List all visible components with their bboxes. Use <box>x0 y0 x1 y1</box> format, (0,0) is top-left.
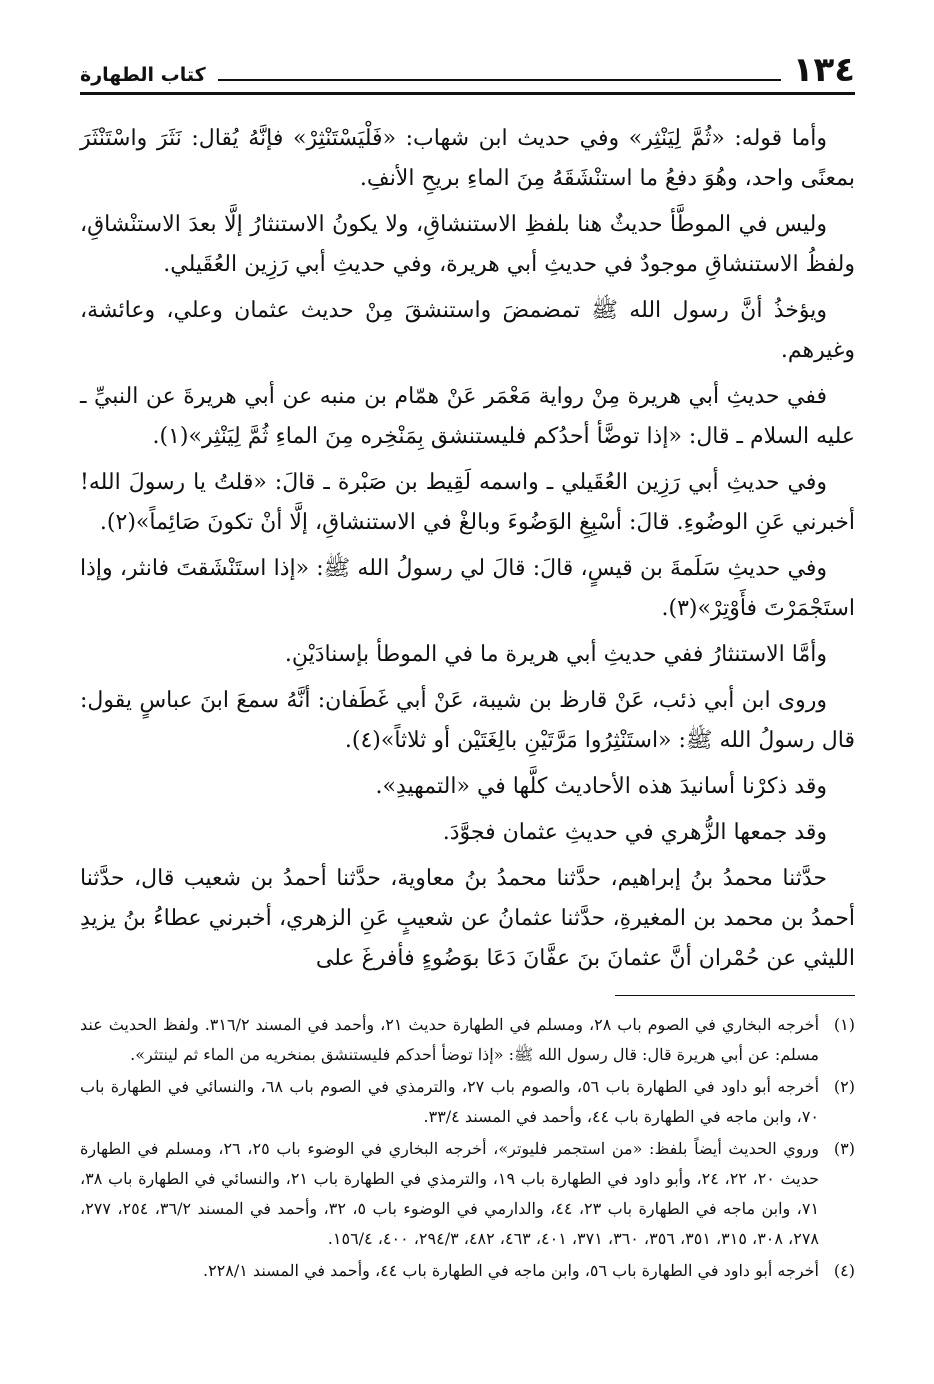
footnote-text: أخرجه أبو داود في الطهارة باب ٥٦، وابن ماجه في الطهارة باب ٤٤، وأحمد في المسند ٢٢٨/١. <box>202 1261 819 1280</box>
paragraph: وأمَّا الاستنثارُ ففي حديثِ أبي هريرة ما في الموطأ بإسنادَيْنِ. <box>284 642 827 667</box>
footnote <box>80 1072 855 1132</box>
paragraph: وفي حديثِ أبي رَزِين العُقَيلي ـ واسمه لَقِيط بن صَبْرة ـ قالَ: «قلتُ يا رسولَ الله! أخبرني عَنِ الوضُوءِ. قالَ: أسْبِغِ الوَضُوءَ وبالغْ في الاستنشاقِ، إلَّا أنْ تكونَ صَائِماً»(٢). <box>80 470 855 535</box>
paragraph: وفي حديثِ سَلَمةَ بن قيسٍ، قالَ: قالَ لي رسولُ الله ﷺ: «إذا استَنْشَقتَ فانثر، وإذا استَجْمَرْتَ فأَوْتِرْ»(٣). <box>80 556 855 621</box>
footnote <box>80 1134 855 1254</box>
paragraph: وروى ابن أبي ذئب، عَنْ قارظ بن شيبة، عَنْ أبي غَطَفان: أنَّهُ سمعَ ابنَ عباسٍ يقول: قال رسولُ الله ﷺ: «استَنْثِرُوا مَرَّتَيْنِ بالِغَتَيْن أو ثلاثاً»(٤). <box>80 688 855 753</box>
footnote-text: وروي الحديث أيضاً بلفظ: «من استجمر فليوتر»، أخرجه البخاري في الوضوء باب ٢٥، ٢٦، ومسلم في الطهارة حديث ٢٠، ٢٢، ٢٤، وأبو داود في الطهارة باب ١٩، والترمذي في الطهارة باب ٢١، والنسائي في الطهارة باب ٣٨، ٧١، وابن ماجه في الطهارة باب ٢٣، ٤٤، والدارمي في الوضوء باب ٥، ٣٢، وأحمد في المسند ٣٦/٢، ٢٥٤، ٢٧٧، ٢٧٨، ٣٠٨، ٣١٥، ٣٥١، ٣٥٦، ٣٦٠، ٣٧١، ٤٠١، ٤٦٣، ٤٨٢، ٢٩٤/٣، ٤٠٠، ١٥٦/٤. <box>80 1139 820 1248</box>
paragraph: وأما قوله: «ثُمَّ لِيَنْثِر» وفي حديث ابن شهاب: «فَلْيَسْتَنْثِرْ» فإنَّهُ يُقال: نَثَرَ واسْتَنْثَرَ بمعنًى واحد، وهُوَ دفعُ ما استنْشَقَهُ مِنَ الماءِ بريحِ الأنفِ. <box>80 126 855 191</box>
paragraph: ففي حديثِ أبي هريرة مِنْ رواية مَعْمَر عَنْ همّام بن منبه عن أبي هريرةَ عن النبيِّ ـ عليه السلام ـ قال: «إذا توضَّأ أحدُكم فليستنشق بِمَنْخِره مِنَ الماءِ ثُمَّ لِيَنْثِر»(١). <box>80 384 855 449</box>
page-number: ١٣٤ <box>792 50 855 90</box>
header-rule-line <box>218 61 781 81</box>
footnote-number: (٣) <box>833 1139 855 1158</box>
paragraph: حدَّثنا محمدُ بنُ إبراهيم، حدَّثنا محمدُ بنُ معاوية، حدَّثنا أحمدُ بن شعيب قال، حدَّثنا أحمدُ بن محمد بن المغيرةِ، حدَّثنا عثمانُ عن شعيبٍ عَنِ الزهري، أخبرني عطاءُ بنُ يزيدِ الليثي عن حُمْران أنَّ عثمانَ بنَ عفَّانَ دَعَا بوَضُوءٍ فأفرغَ على <box>80 866 855 971</box>
footnote-number: (٢) <box>833 1077 855 1096</box>
footnote-number: (٤) <box>833 1261 855 1280</box>
paragraph: وقد ذكرْنا أسانيدَ هذه الأحاديث كلَّها في «التمهيدِ». <box>375 774 827 799</box>
footnotes <box>80 1010 855 1286</box>
paragraph: وليس في الموطَّأ حديثٌ هنا بلفظِ الاستنشاقِ، ولا يكونُ الاستنثارُ إلَّا بعدَ الاستنْشاقِ، ولفظُ الاستنشاقِ موجودٌ في حديثِ أبي هريرة، وفي حديثِ أبي رَزِين العُقَيلي. <box>80 212 855 277</box>
footnote-separator <box>615 995 855 996</box>
header-divider <box>80 92 855 95</box>
main-text <box>80 119 855 979</box>
book-title: كتاب الطهارة <box>80 64 206 86</box>
footnote-text: أخرجه أبو داود في الطهارة باب ٥٦، والصوم باب ٢٧، والترمذي في الصوم باب ٦٨، والنسائي في الطهارة باب ٧٠، وابن ماجه في الطهارة باب ٤٤، وأحمد في المسند ٣٣/٤. <box>80 1077 820 1126</box>
footnote <box>80 1256 855 1286</box>
paragraph: ويؤخذُ أنَّ رسول الله ﷺ تمضمضَ واستنشقَ مِنْ حديث عثمان وعلي، وعائشة، وغيرهم. <box>80 298 855 363</box>
footnote-number: (١) <box>833 1015 855 1034</box>
footnote-text: أخرجه البخاري في الصوم باب ٢٨، ومسلم في الطهارة حديث ٢١، وأحمد في المسند ٣١٦/٢. ولفظ الحديث عند مسلم: عن أبي هريرة قال: قال رسول الله ﷺ: «إذا توضأ أحدكم فليستنشق بمنخريه من الماء ثم لينتثر». <box>80 1015 820 1064</box>
footnote <box>80 1010 855 1070</box>
paragraph: وقد جمعها الزُّهري في حديثِ عثمان فجوَّدَ. <box>442 820 827 845</box>
book-page <box>80 50 855 1288</box>
running-header <box>80 50 855 90</box>
